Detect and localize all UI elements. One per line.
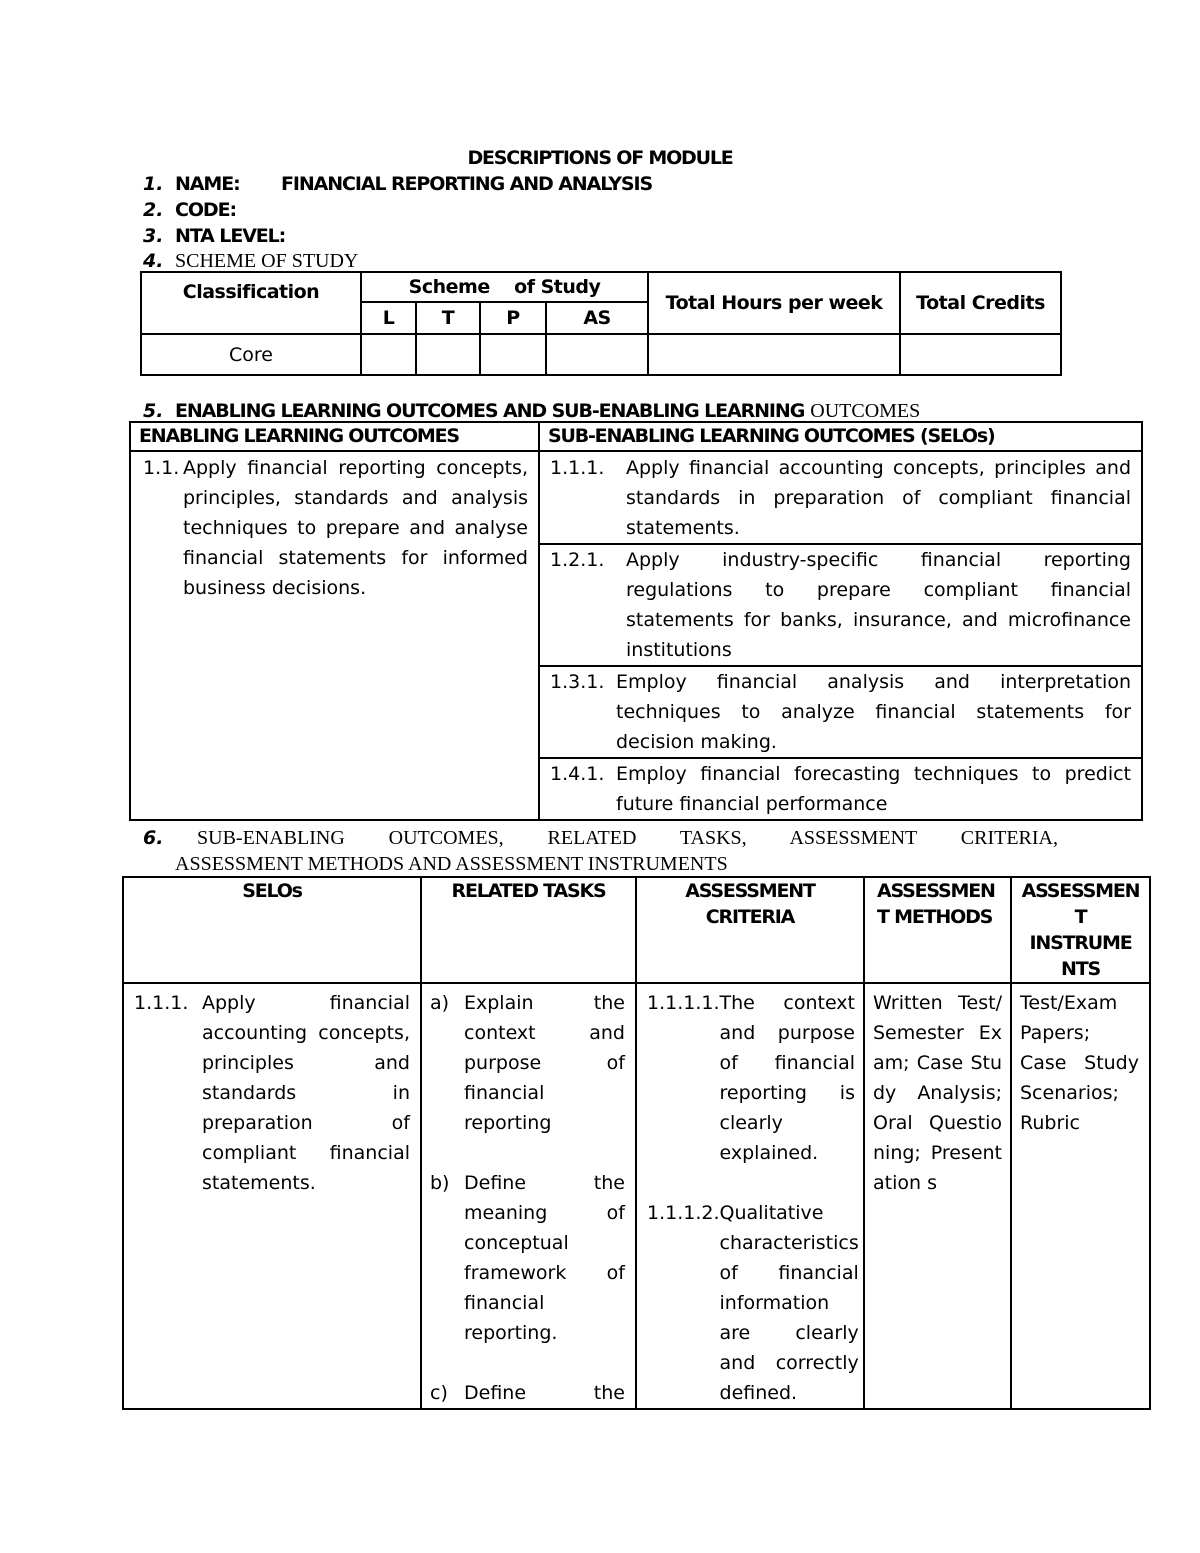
header-line: T	[1074, 906, 1087, 928]
selo-text: Employ financial analysis and interpretation techniques to analyze financial statements for decision making.	[616, 671, 1131, 753]
assessment-criteria-cell	[636, 983, 864, 1409]
selo-cell	[539, 544, 1142, 666]
assessment-instruments-cell	[1011, 983, 1150, 1409]
section-number: 5.	[143, 400, 164, 422]
section-title-rest: OUTCOMES	[810, 400, 921, 422]
selo-number: 1.1.1.	[550, 457, 605, 479]
header-line: CRITERIA	[705, 906, 795, 928]
elo-cell	[130, 451, 539, 820]
classification-cell: Core	[141, 334, 361, 375]
selo-number: 1.3.1.	[550, 671, 605, 693]
criterion-number: 1.1.1.2.	[647, 1202, 720, 1224]
selo-header: SUB-ENABLING LEARNING OUTCOMES (SELOs)	[539, 422, 1142, 451]
section6-heading	[143, 823, 1058, 879]
assignment-header: AS	[546, 302, 648, 334]
selo-cell	[539, 666, 1142, 758]
selo-assessment-table	[122, 876, 1151, 1410]
scheme-of-study-header	[361, 272, 648, 302]
task-text: Explain the context and purpose of financial reporting	[464, 992, 625, 1134]
related-tasks-header: RELATED TASKS	[421, 877, 636, 983]
total-hours-header: Total Hours per week	[648, 272, 900, 334]
criterion-item	[647, 1198, 859, 1408]
selo-text: Apply industry-specific financial reporting regulations to prepare compliant financial statements for banks, insurance, and microfinance institutions	[626, 549, 1131, 661]
assessment-methods-header	[864, 877, 1011, 983]
section-number: 6.	[143, 827, 164, 849]
item-label: CODE:	[175, 199, 236, 221]
section-title: SUB-ENABLING OUTCOMES, RELATED TASKS, ASSESSMENT CRITERIA,	[197, 827, 1058, 849]
selos-header: SELOs	[123, 877, 421, 983]
header-line: ASSESSMEN	[1021, 880, 1140, 902]
lecture-header: L	[361, 302, 416, 334]
section-title: ENABLING LEARNING OUTCOMES AND SUB-ENABLING LEARNING	[175, 400, 805, 422]
table-cell	[900, 334, 1061, 375]
header-line: ASSESSMEN	[877, 880, 995, 902]
selo-text: Employ financial forecasting techniques to predict future financial performance	[616, 763, 1131, 815]
tutorial-header: T	[416, 302, 480, 334]
total-credits-header: Total Credits	[900, 272, 1061, 334]
criterion-text: Qualitative characteristics of financial information are clearly and correctly defined.	[719, 1202, 859, 1404]
task-item	[430, 1168, 625, 1348]
table-cell	[648, 334, 900, 375]
selo-number: 1.1.1.	[134, 992, 189, 1014]
task-letter: b)	[430, 1172, 450, 1194]
task-letter: c)	[430, 1382, 448, 1404]
item-label: SCHEME OF STUDY	[175, 250, 359, 272]
criterion-item	[647, 988, 855, 1168]
section-title-line2: ASSESSMENT METHODS AND ASSESSMENT INSTRUMENTS	[175, 853, 728, 875]
elo-text: Apply financial reporting concepts, principles, standards and analysis techniques to prepare and analyse financial statements for informed business decisions.	[183, 457, 528, 599]
item-label: NTA LEVEL:	[175, 225, 286, 247]
item-number: 2.	[143, 199, 164, 221]
module-name: FINANCIAL REPORTING AND ANALYSIS	[281, 173, 653, 195]
methods-text: Written Test/ Semester Exam; Case Study Analysis; Oral Questioning; Presentation s	[873, 992, 1002, 1194]
item-number: 1.	[143, 173, 164, 195]
selo-text: Apply financial accounting concepts, principles and standards in preparation of compliant financial statements.	[626, 457, 1131, 539]
selo-cell	[123, 983, 421, 1409]
header-line: INSTRUME	[1029, 932, 1132, 954]
table-cell	[416, 334, 480, 375]
page-title: DESCRIPTIONS OF MODULE	[467, 147, 733, 169]
learning-outcomes-table	[129, 421, 1143, 821]
table-cell	[546, 334, 648, 375]
classification-header: Classification	[141, 272, 361, 334]
header-line: ASSESSMENT	[685, 880, 815, 902]
selo-number: 1.4.1.	[550, 763, 605, 785]
selo-cell	[539, 758, 1142, 820]
elo-header: ENABLING LEARNING OUTCOMES	[130, 422, 539, 451]
elo-number: 1.1.	[143, 457, 180, 479]
item-number: 4.	[143, 250, 164, 272]
selo-number: 1.2.1.	[550, 549, 605, 571]
criterion-number: 1.1.1.1.	[647, 992, 720, 1014]
practical-header: P	[480, 302, 546, 334]
selo-cell	[539, 451, 1142, 544]
scheme-of-study-table	[140, 271, 1062, 376]
scheme-header-part: of Study	[514, 276, 601, 298]
header-line: T METHODS	[877, 906, 993, 928]
task-item	[430, 1378, 625, 1408]
table-cell	[480, 334, 546, 375]
task-item	[430, 988, 625, 1138]
assessment-instruments-header	[1011, 877, 1150, 983]
task-text: Define the	[464, 1382, 625, 1404]
header-line: NTS	[1061, 958, 1100, 980]
assessment-criteria-header	[636, 877, 864, 983]
criterion-text: The context and purpose of financial reporting is clearly explained.	[719, 992, 855, 1164]
task-letter: a)	[430, 992, 450, 1014]
item-label: NAME:	[175, 173, 240, 195]
table-cell	[361, 334, 416, 375]
instruments-text: Test/Exam Papers; Case Study Scenarios; Rubric	[1020, 992, 1139, 1134]
task-text: Define the meaning of conceptual framework of financial reporting.	[464, 1172, 625, 1344]
selo-text: Apply financial accounting concepts, principles and standards in preparation of compliant financial statements.	[202, 992, 410, 1194]
item-number: 3.	[143, 225, 164, 247]
related-tasks-cell	[421, 983, 636, 1409]
scheme-header-part: Scheme	[408, 276, 490, 298]
assessment-methods-cell	[864, 983, 1011, 1409]
